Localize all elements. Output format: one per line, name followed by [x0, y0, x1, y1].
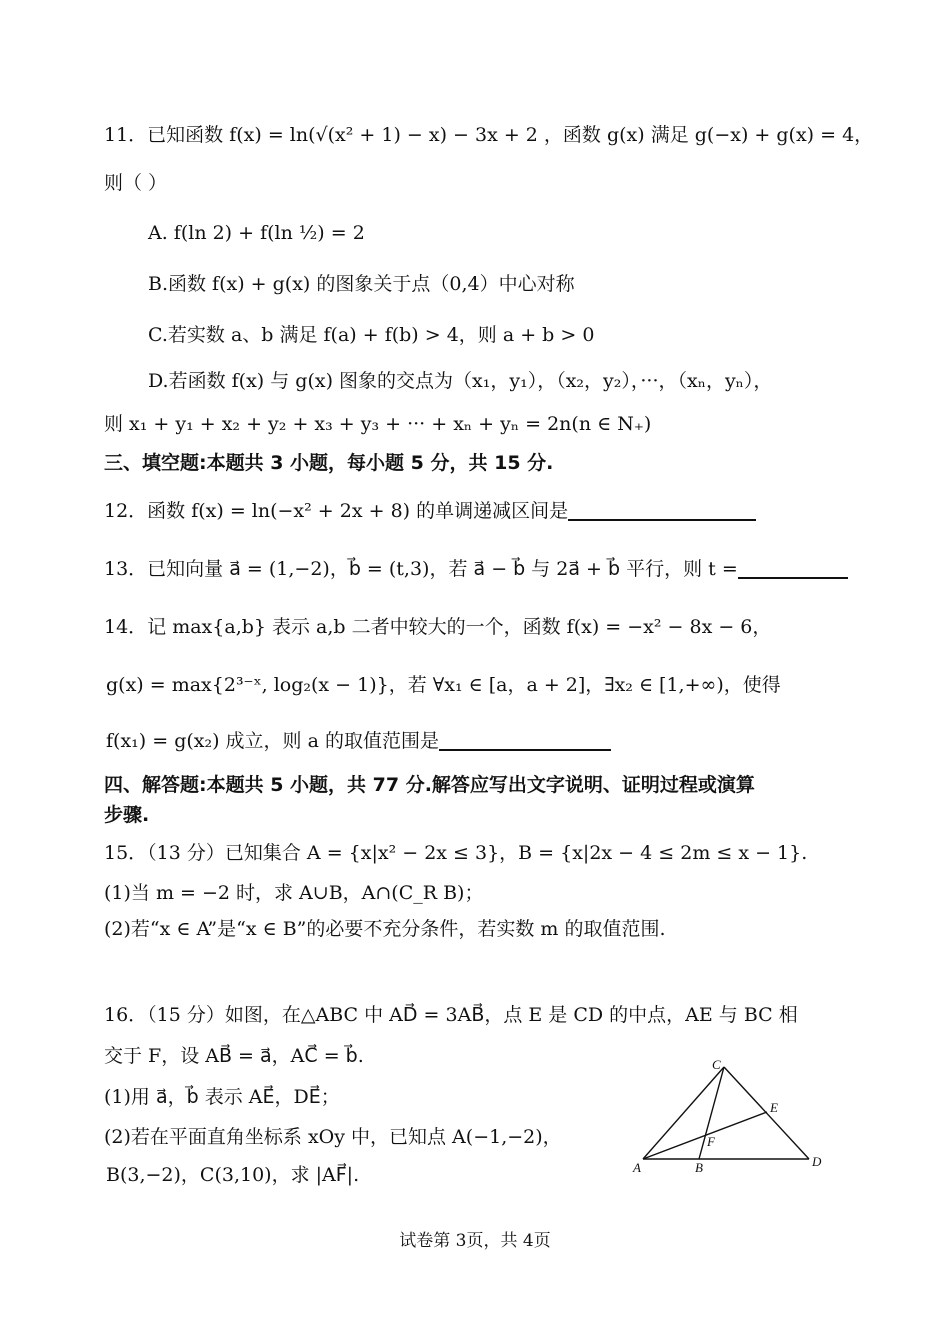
- q14-line2: g(x) = max{2³⁻ˣ, log₂(x − 1)}，若 ∀x₁ ∈ [a，a + 2]，∃x₂ ∈ [1,+∞)，使得: [106, 674, 781, 696]
- q16-stem-line2: 交于 F，设 AB⃗ = a⃗，AC⃗ = b⃗.: [104, 1045, 364, 1067]
- q14-line3-text: f(x₁) = g(x₂) 成立，则 a 的取值范围是: [106, 730, 439, 752]
- section-4-heading-line1: 四、解答题:本题共 5 小题，共 77 分.解答应写出文字说明、证明过程或演算: [104, 774, 755, 796]
- q15-part1: (1)当 m = −2 时，求 A∪B，A∩(C_R B)；: [104, 882, 484, 904]
- q14-line3: [106, 726, 611, 756]
- q16-part2: (2)若在平面直角坐标系 xOy 中，已知点 A(−1,−2)，: [104, 1126, 562, 1148]
- edge-ae: [643, 1112, 767, 1159]
- q13-answer-blank: [738, 555, 848, 579]
- q16-stem-line1: 16．（15 分）如图，在△ABC 中 AD⃗ = 3AB⃗，点 E 是 CD 的中点，AE 与 BC 相: [104, 1004, 798, 1026]
- q11-option-c: C.若实数 a、b 满足 f(a) + f(b) > 4，则 a + b > 0: [148, 324, 595, 346]
- label-e: E: [770, 1100, 778, 1115]
- q11-stem-line1: 11．已知函数 f(x) = ln(√(x² + 1) − x) − 3x + 2 ，函数 g(x) 满足 g(−x) + g(x) = 4，: [104, 124, 874, 146]
- q12-answer-blank: [568, 497, 756, 521]
- q12-text: 12．函数 f(x) = ln(−x² + 2x + 8) 的单调递减区间是: [104, 500, 569, 522]
- q14-line1: 14．记 max{a,b} 表示 a,b 二者中较大的一个，函数 f(x) = −x² − 8x − 6，: [104, 616, 772, 638]
- label-f: F: [707, 1134, 715, 1149]
- q11-option-d: D.若函数 f(x) 与 g(x) 图象的交点为（x₁，y₁），（x₂，y₂），···，（xₙ，yₙ），: [148, 370, 773, 392]
- section-3-heading: 三、填空题:本题共 3 小题，每小题 5 分，共 15 分.: [104, 452, 554, 474]
- q13-text: 13．已知向量 a⃗ = (1,−2)，b⃗ = (t,3)，若 a⃗ − b⃗ 与 2a⃗ + b⃗ 平行，则 t =: [104, 558, 738, 580]
- label-d: D: [812, 1154, 822, 1169]
- triangle-figure: [628, 1052, 838, 1177]
- section-4-heading-line2: 步骤.: [104, 804, 150, 826]
- q11-option-a: A. f(ln 2) + f(ln ½) = 2: [148, 222, 365, 244]
- q11-option-b: B.函数 f(x) + g(x) 的图象关于点（0,4）中心对称: [148, 273, 575, 295]
- q16-part1: (1)用 a⃗，b⃗ 表示 AE⃗，DE⃗；: [104, 1086, 340, 1108]
- q13: [104, 554, 848, 584]
- q12: [104, 496, 756, 526]
- q15-part2: (2)若“x ∈ A”是“x ∈ B”的必要不充分条件，若实数 m 的取值范围.: [104, 918, 666, 940]
- page-footer: 试卷第 3页，共 4页: [399, 1231, 551, 1251]
- q15-stem: 15．（13 分）已知集合 A = {x|x² − 2x ≤ 3}，B = {x|2x − 4 ≤ 2m ≤ x − 1}.: [104, 842, 808, 864]
- label-a: A: [633, 1160, 641, 1175]
- edge-cd: [724, 1067, 809, 1159]
- label-c: C: [712, 1057, 721, 1072]
- q16-part2-cont: B(3,−2)，C(3,10)，求 |AF⃗|.: [106, 1164, 360, 1186]
- q14-answer-blank: [439, 727, 611, 751]
- label-b: B: [695, 1160, 703, 1175]
- q11-stem-line2: 则（ ）: [104, 172, 168, 194]
- q11-option-d-cont: 则 x₁ + y₁ + x₂ + y₂ + x₃ + y₃ + ··· + xₙ + yₙ = 2n(n ∈ N₊): [104, 413, 652, 435]
